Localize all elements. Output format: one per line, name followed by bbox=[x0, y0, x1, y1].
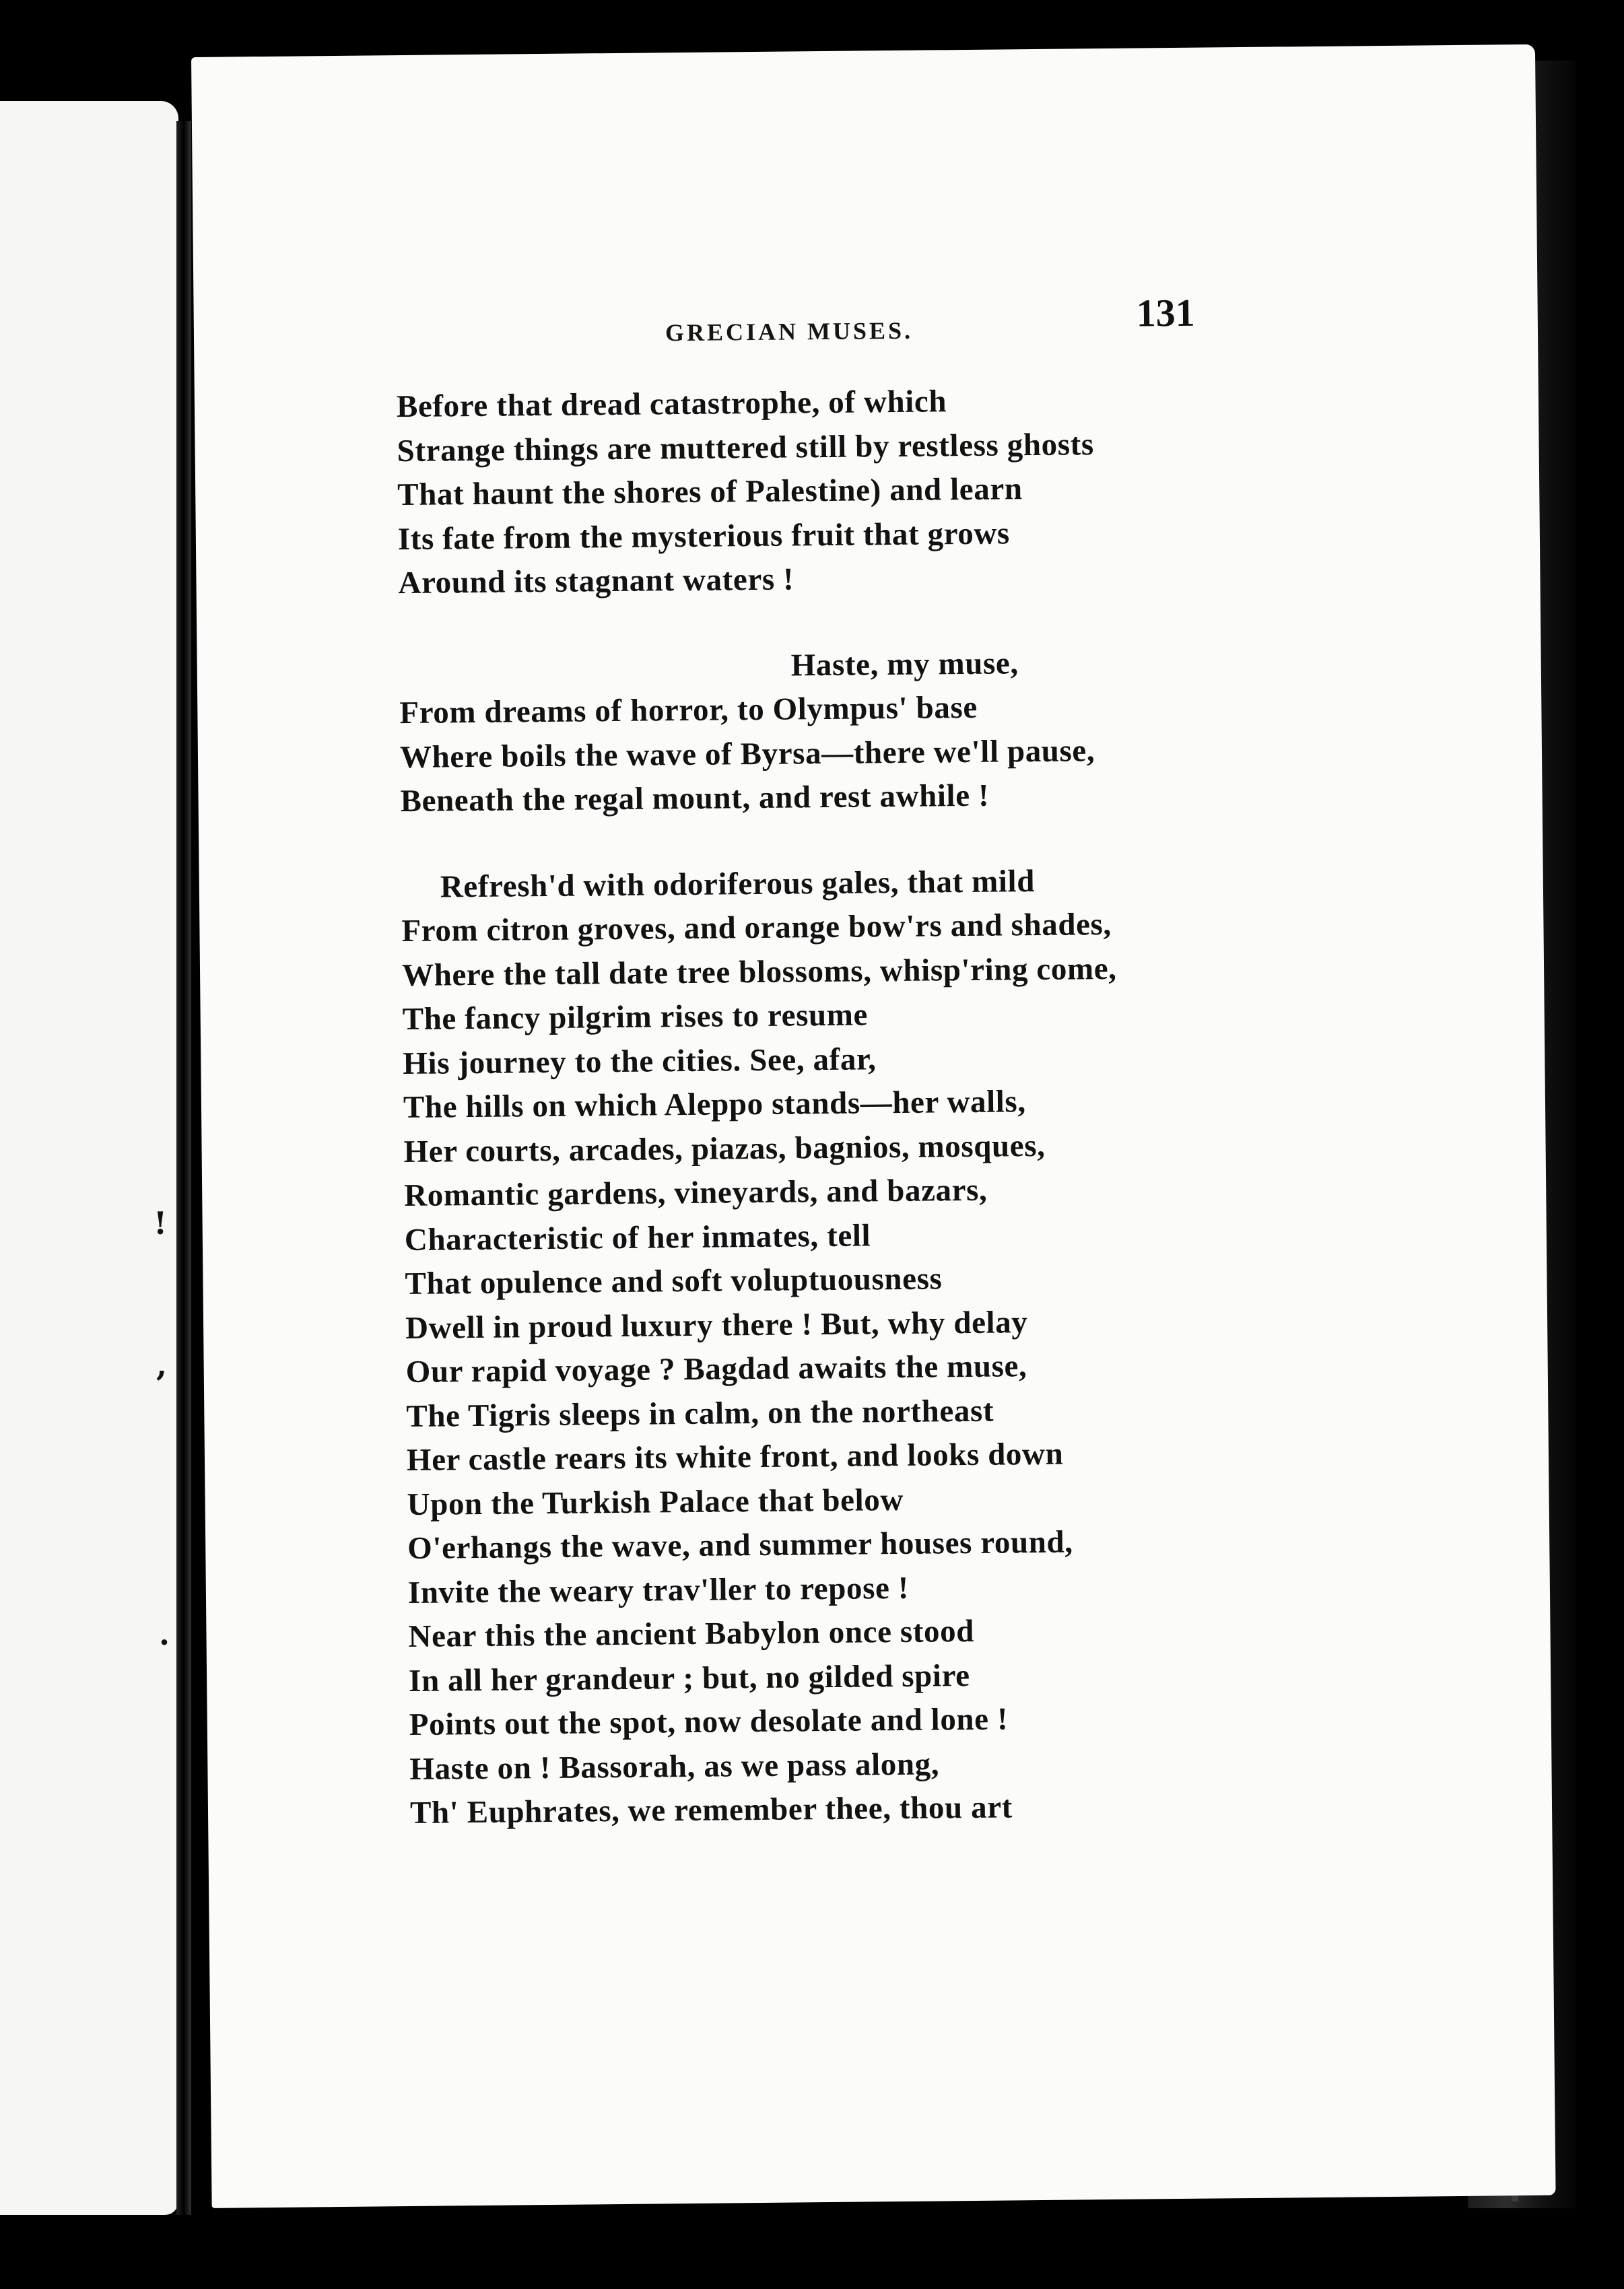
poem-line: Invite the weary trav'ller to repose ! bbox=[407, 1570, 910, 1610]
poem-line: Its fate from the mysterious fruit that grows bbox=[397, 515, 1011, 557]
poem-line: Points out the spot, now desolate and lone ! bbox=[409, 1701, 1009, 1743]
book-page bbox=[191, 44, 1556, 2208]
left-margin-mark: . bbox=[159, 1616, 170, 1652]
poem-line: Near this the ancient Babylon once stood bbox=[408, 1613, 975, 1655]
running-head: GRECIAN MUSES. bbox=[665, 316, 914, 347]
poem-line: That haunt the shores of Palestine) and learn bbox=[397, 471, 1023, 513]
poem-line: Refresh'd with odoriferous gales, that mild bbox=[440, 863, 1036, 905]
poem-line: Around its stagnant waters ! bbox=[398, 561, 794, 601]
poem-line: Her castle rears its white front, and looks down bbox=[406, 1436, 1064, 1478]
page-number: 131 bbox=[1136, 290, 1196, 335]
poem-line: Haste on ! Bassorah, as we pass along, bbox=[409, 1746, 940, 1787]
poem-line: The fancy pilgrim rises to resume bbox=[402, 997, 869, 1037]
poem-line: Upon the Turkish Palace that below bbox=[407, 1482, 904, 1522]
poem-line: From citron groves, and orange bow'rs and shades, bbox=[401, 906, 1112, 949]
poem-line: O'erhangs the wave, and summer houses round, bbox=[407, 1524, 1073, 1567]
poem-line: Romantic gardens, vineyards, and bazars, bbox=[403, 1172, 988, 1214]
poem-line: Where boils the wave of Byrsa—there we'll pause, bbox=[399, 732, 1095, 775]
poem-line: Beneath the regal mount, and rest awhile ! bbox=[400, 778, 990, 819]
poem-line: Haste, my muse, bbox=[790, 645, 1019, 683]
poem-line: Our rapid voyage ? Bagdad awaits the muse, bbox=[405, 1348, 1027, 1390]
left-margin-mark: , bbox=[156, 1346, 168, 1383]
poem-line: From dreams of horror, to Olympus' base bbox=[399, 689, 978, 731]
poem-line: Her courts, arcades, piazas, bagnios, mosques, bbox=[403, 1128, 1046, 1169]
poem-line: The Tigris sleeps in calm, on the northeast bbox=[406, 1393, 994, 1434]
poem-line: Th' Euphrates, we remember thee, thou art bbox=[409, 1789, 1013, 1831]
poem-line: Strange things are muttered still by restless ghosts bbox=[397, 426, 1094, 469]
poem-line: The hills on which Aleppo stands—her walls, bbox=[403, 1084, 1026, 1126]
left-facing-page bbox=[0, 101, 178, 2215]
poem-line: His journey to the cities. See, afar, bbox=[403, 1041, 877, 1081]
poem-line: Before that dread catastrophe, of which bbox=[396, 384, 947, 425]
poem-line: Dwell in proud luxury there ! But, why delay bbox=[405, 1304, 1028, 1346]
poem-line: Characteristic of her inmates, tell bbox=[404, 1217, 871, 1258]
poem-line: That opulence and soft voluptuousness bbox=[405, 1261, 943, 1302]
poem-line: Where the tall date tree blossoms, whisp'ring come, bbox=[401, 951, 1117, 993]
left-margin-mark: ! bbox=[154, 1205, 168, 1241]
poem-line: In all her grandeur ; but, no gilded spire bbox=[408, 1658, 970, 1699]
book-gutter bbox=[176, 121, 191, 2215]
poem-text bbox=[397, 375, 1461, 1835]
